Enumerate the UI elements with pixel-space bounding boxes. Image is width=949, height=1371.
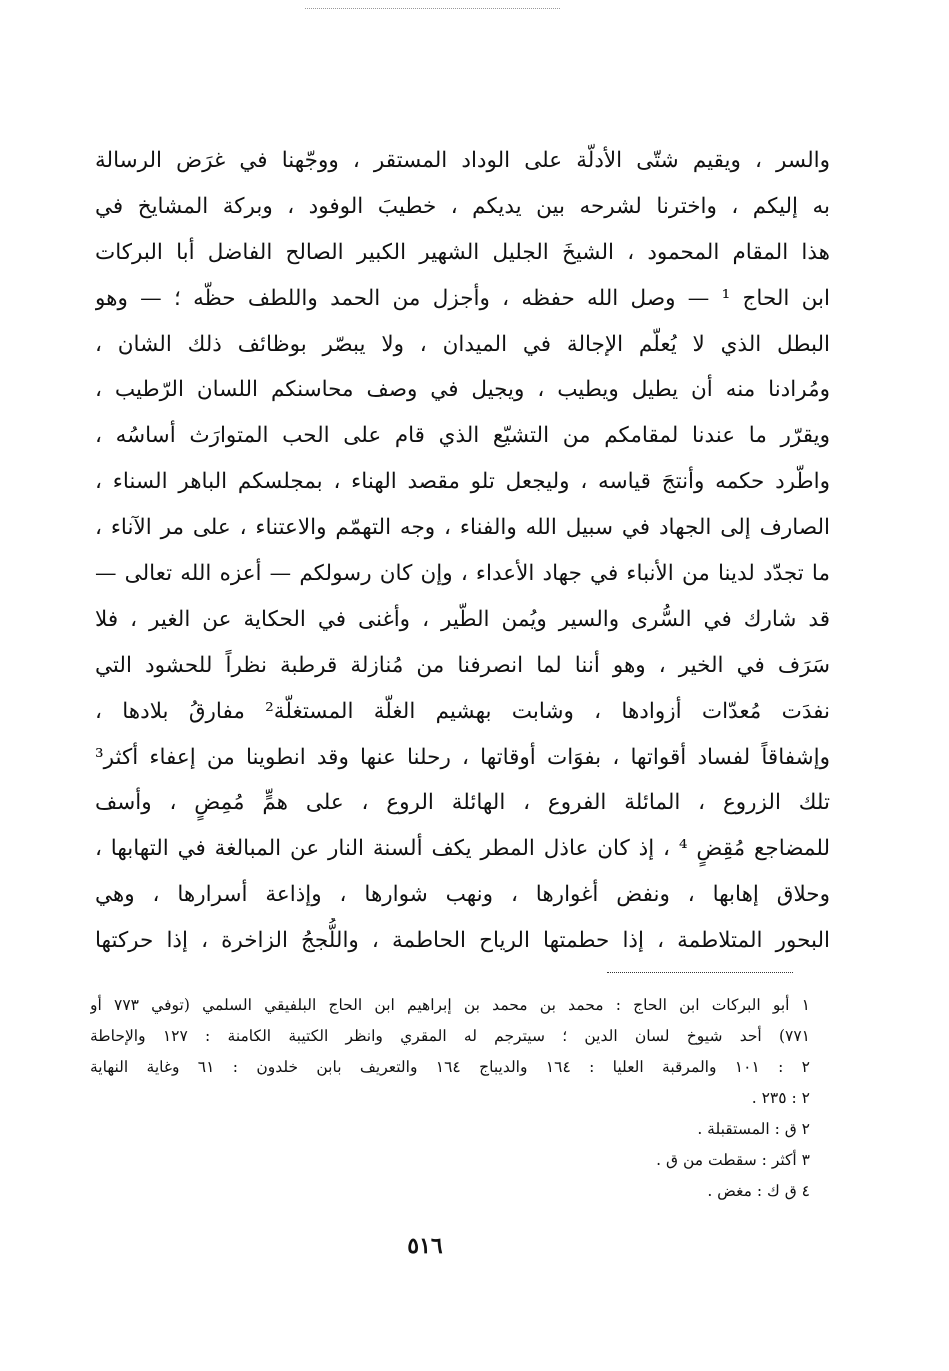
- footnote-line: ١ أبو البركات ابن الحاج : محمد بن محمد بن إبراهيم ابن الحاج البلفيقي السلمي (توفي ٧٧٣ أو: [90, 996, 810, 1014]
- footnote-line: ٤ ق ك : مغض .: [707, 1182, 810, 1200]
- footnote-line: ٣ أكثر : سقطت من ق .: [656, 1151, 810, 1169]
- text-line: ومُرادنا منه أن يطيل ويطيب ، ويجيل في وصف محاسنكم اللسان الرّطيب ،: [95, 377, 830, 403]
- text-line: ابن الحاج ¹ — وصل الله حفظه ، وأجزل من الحمد واللطف حظّه ؛ — وهو: [95, 285, 830, 311]
- text-line: والسر ، ويقيم شتّى الأدلّة على الوداد المستقر ، ووجّهنا في غرَض الرسالة: [95, 148, 830, 173]
- text-line: الصارف إلى الجهاد في سبيل الله والفناء ، وجه التهمّم والاعتناء ، على مر الآناء ،: [95, 515, 830, 541]
- footnote-line: ٧٧١) أحد شيوخ لسان الدين ؛ سيترجم له المقري وانظر الكتيبة الكامنة : ١٢٧ والإحاطة: [90, 1027, 810, 1045]
- text-line: هذا المقام المحمود ، الشيخَ الجليل الشهير الكبير الصالح الفاضل أبا البركات: [95, 239, 830, 265]
- text-line: وحلاق إهابها ، ونفض أغوارها ، ونهب شوارها ، وإذاعة أسرارها ، وهي: [95, 882, 830, 908]
- text-line: البطل الذي لا يُعلّم الإجالة في الميدان ، ولا يبصّر بوظائف ذلك الشان ،: [95, 331, 830, 357]
- footnote-line: ٢ ق : المستقبلة .: [697, 1120, 810, 1138]
- text-line: البحور المتلاطمة ، إذا حطمتها الرياح الحاطمة ، واللُّججُ الزاخرة ، إذا حركتها: [95, 928, 830, 954]
- footnote-line: ٢ : ١٠١ والمرقبة العليا : ١٦٤ والديباج ١٦٤ والتعريف بابن خلدون : ٦١ وغاية النهاية: [90, 1058, 810, 1076]
- page-number: ٥١٦: [407, 1233, 443, 1259]
- text-line: تلك الزروع ، المائلة الفروع ، الهائلة الروع ، على همٍّ مُمِضٍ ، وأسف: [95, 790, 830, 816]
- text-line: به إليكم ، واخترنا لشرحه بين يديكم ، خطيبَ الوفود ، وبركة المشايخ في: [95, 193, 830, 219]
- text-line: قد شارك في السُّرى والسير ويُمن الطّير ، وأغنى في الحكاية عن الغير ، فلا: [95, 606, 830, 632]
- text-line: نفدَت مُعدّات أزوادها ، وشابت بهشيم الغلّة المستغلّة² مفارقُ بلادها ،: [95, 698, 830, 724]
- text-line: واطّرد حكمه وأنتجَ قياسه ، وليجعل تلو مقصد الهناء ، بمجلسكم الباهر السناء ،: [95, 469, 830, 495]
- text-line: وإشفاقاً لفساد أقواتها ، بفوَات أوقاتها ، رحلنا عنها وقد انطوينا من إعفاء أكثر³: [95, 744, 830, 770]
- main-text-block: [95, 138, 830, 964]
- footnote-line: ٢ : ٢٣٥ .: [751, 1089, 810, 1107]
- text-line: للمضاجع مُقِضٍ ⁴ ، إذ كان عاذل المطر يكف ألسنة النار عن المبالغة في التهابها ،: [95, 836, 830, 862]
- top-scan-mark: [305, 8, 560, 9]
- text-line: ما تجدّد لدينا من الأنباء في جهاد الأعداء ، وإن كان رسولكم — أعزه الله تعالى —: [95, 561, 830, 587]
- footnotes-block: [90, 990, 810, 1207]
- text-line: سَرَف في الخير ، وهو أننا لما انصرفنا من مُنازلة قرطبة نظراً للحشود التي: [95, 652, 830, 678]
- footnote-separator: [607, 972, 793, 973]
- text-line: ويقرّر ما عندنا لمقامكم من التشيّع الذي قام على الحب المتوارَث أساسُه ،: [95, 423, 830, 449]
